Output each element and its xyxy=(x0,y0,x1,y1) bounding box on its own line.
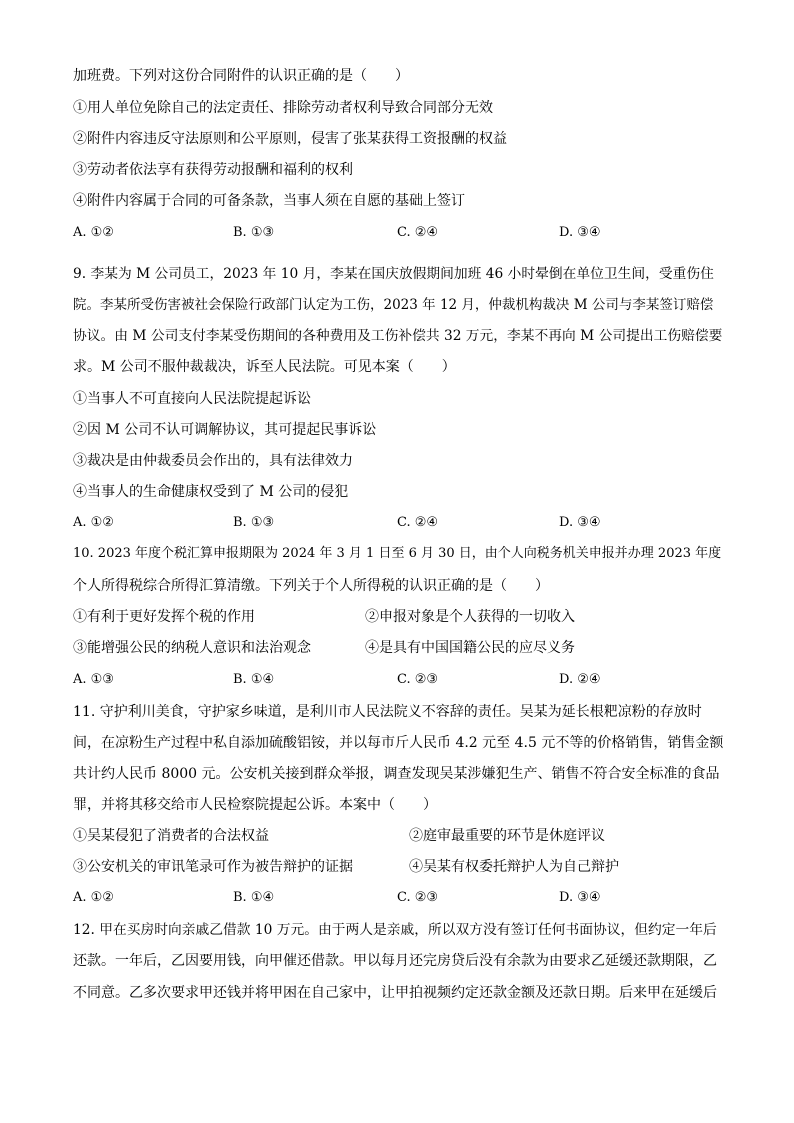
q8-statement-4: ④附件内容属于合同的可备条款，当事人须在自愿的基础上签订 xyxy=(73,193,465,209)
q8-option-a: A. ①② xyxy=(73,225,114,240)
q11-stem-line-4: 罪，并将其移交给市人民检察院提起公诉。本案中（ ） xyxy=(73,797,437,813)
q9-statement-4: ④当事人的生命健康权受到了 M 公司的侵犯 xyxy=(73,484,349,500)
q10-options xyxy=(73,670,723,690)
q9-statement-2: ②因 M 公司不认可调解协议，其可提起民事诉讼 xyxy=(73,422,377,438)
q11-statement-1: ①吴某侵犯了消费者的合法权益 xyxy=(73,828,269,844)
q11-statement-2: ②庭审最重要的环节是休庭评议 xyxy=(409,828,605,844)
q10-statement-2: ②申报对象是个人获得的一切收入 xyxy=(365,609,575,625)
q11-options xyxy=(73,888,723,908)
q11-statements-row-2 xyxy=(73,857,723,877)
q10-stem-line-2: 个人所得税综合所得汇算清缴。下列关于个人所得税的认识正确的是（ ） xyxy=(73,578,549,594)
q11-option-d: D. ③④ xyxy=(559,890,601,905)
q9-stem-line-2: 院。李某所受伤害被社会保险行政部门认定为工伤，2023 年 12 月，仲裁机构裁决 M 公司与李某签订赔偿 xyxy=(73,297,714,313)
q9-option-c: C. ②④ xyxy=(397,515,439,530)
q11-option-c: C. ②③ xyxy=(397,890,439,905)
q12-stem-line-3: 不同意。乙多次要求甲还钱并将甲困在自己家中，让甲拍视频约定还款金额及还款日期。后来甲在延缓后 xyxy=(73,985,717,1001)
q10-option-b: B. ①④ xyxy=(233,672,275,687)
q12-stem-line-2: 还款。一年后，乙因要用钱，向甲催还借款。甲以每月还完房贷后没有余款为由要求乙延缓还款期限，乙 xyxy=(73,953,717,969)
q10-statements-row-1 xyxy=(73,607,723,627)
q9-statement-1: ①当事人不可直接向人民法院提起诉讼 xyxy=(73,391,311,407)
q8-options xyxy=(73,223,723,243)
q9-stem-line-3: 协议。由 M 公司支付李某受伤期间的各种费用及工伤补偿共 32 万元，李某不再向 M 公司提出工伤赔偿要 xyxy=(73,328,723,344)
q10-option-d: D. ②④ xyxy=(559,672,601,687)
q11-stem-line-3: 共计约人民币 8000 元。公安机关接到群众举报，调查发现吴某涉嫌犯生产、销售不符合安全标准的食品 xyxy=(73,766,720,782)
q9-statement-3: ③裁决是由仲裁委员会作出的，具有法律效力 xyxy=(73,453,353,469)
q11-option-b: B. ①④ xyxy=(233,890,275,905)
q10-statement-3: ③能增强公民的纳税人意识和法治观念 xyxy=(73,640,311,656)
q10-option-a: A. ①③ xyxy=(73,672,114,687)
q8-option-d: D. ③④ xyxy=(559,225,601,240)
q9-option-a: A. ①② xyxy=(73,515,114,530)
q10-statements-row-2 xyxy=(73,638,723,658)
q11-statements-row-1 xyxy=(73,826,723,846)
q10-statement-4: ④是具有中国国籍公民的应尽义务 xyxy=(365,640,575,656)
q9-stem-line-4: 求。M 公司不服仲裁裁决，诉至人民法院。可见本案（ ） xyxy=(73,359,456,375)
q8-statement-3: ③劳动者依法享有获得劳动报酬和福利的权利 xyxy=(73,162,353,178)
q9-option-b: B. ①③ xyxy=(233,515,275,530)
q8-option-c: C. ②④ xyxy=(397,225,439,240)
q10-option-c: C. ②③ xyxy=(397,672,439,687)
q9-stem-line-1: 9. 李某为 M 公司员工，2023 年 10 月，李某在国庆放假期间加班 46 小时晕倒在单位卫生间，受重伤住 xyxy=(73,266,714,282)
q8-stem-tail: 加班费。下列对这份合同附件的认识正确的是（ ） xyxy=(73,68,409,84)
q11-option-a: A. ①② xyxy=(73,890,114,905)
q11-statement-3: ③公安机关的审讯笔录可作为被告辩护的证据 xyxy=(73,859,353,875)
q9-options xyxy=(73,513,723,533)
q11-stem-line-2: 间，在凉粉生产过程中私自添加硫酸铝铵，并以每市斤人民币 4.2 元至 4.5 元不等的价格销售，销售金额 xyxy=(73,735,724,751)
q8-statement-2: ②附件内容违反守法原则和公平原则，侵害了张某获得工资报酬的权益 xyxy=(73,131,507,147)
q8-option-b: B. ①③ xyxy=(233,225,275,240)
q8-statement-1: ①用人单位免除自己的法定责任、排除劳动者权利导致合同部分无效 xyxy=(73,100,493,116)
q10-statement-1: ①有利于更好发挥个税的作用 xyxy=(73,609,255,625)
q11-statement-4: ④吴某有权委托辩护人为自己辩护 xyxy=(409,859,619,875)
q12-stem-line-1: 12. 甲在买房时向亲戚乙借款 10 万元。由于两人是亲戚，所以双方没有签订任何书面协议，但约定一年后 xyxy=(73,922,717,938)
q9-option-d: D. ③④ xyxy=(559,515,601,530)
q10-stem-line-1: 10. 2023 年度个税汇算申报期限为 2024 年 3 月 1 日至 6 月 30 日，由个人向税务机关申报并办理 2023 年度 xyxy=(73,546,722,561)
q11-stem-line-1: 11. 守护利川美食，守护家乡味道，是利川市人民法院义不容辞的责任。吴某为延长根粑凉粉的存放时 xyxy=(73,704,702,720)
